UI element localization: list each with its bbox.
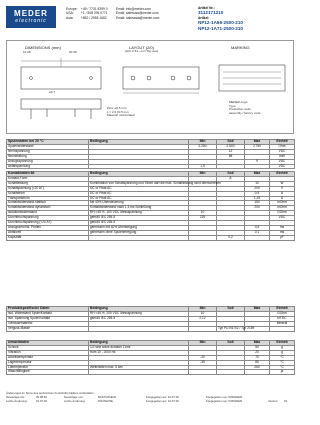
column-header: Bedingung [89,140,189,145]
table-cell: -35 [189,360,217,365]
marking-note: Production code [229,107,251,112]
table-cell: 9 [245,159,270,164]
table-cell: VDC [270,159,295,164]
column-header: Einheit [270,140,295,145]
table-row [7,326,295,331]
column-header: Soll [217,140,245,145]
contact-email-label: Email: [115,11,126,16]
column-header: Einheit [270,172,295,177]
marking-view [219,65,285,91]
column-header: Spulendaten bei 20 °C [7,140,89,145]
table-cell: mOhm [270,201,295,206]
table-cell: Kombination von Schaltspannung und Strom darf die max. Schaltleistung nicht überschreiten [90,180,221,185]
table-cell: mW [270,154,295,159]
table-cell: Kontakt-Form [7,176,89,181]
table-cell [189,370,217,375]
table-cell: °C [270,360,295,365]
table-cell: Typ PU E6702 / Typ 2159 [218,325,255,330]
table-cell: kV DC [270,316,295,321]
table-cell: Nennleistung [7,154,89,159]
table-cell [245,164,270,169]
table-cell: Anzugsspannung [7,159,89,164]
table-cell: °C [270,365,295,370]
table-cell: Isol. Spannung Spule/Kontakt [7,316,89,321]
drawing-notes [107,107,135,118]
footer-value: 09.08.99 [36,394,47,399]
table-cell [89,370,189,375]
table-cell: Transportstrom [7,196,89,201]
table-cell: ms [270,225,295,230]
note-line: Material: Gold plated [107,113,135,118]
table-cell: ms [270,230,295,235]
contact-email[interactable]: salesasia@meder.com [125,15,160,20]
table-cell: bei 40% Übersteuerung [89,201,189,206]
table-cell: 58 [217,154,245,159]
table-cell: 10 [245,181,270,186]
table-cell: 0,2 [217,235,245,240]
technical-drawing [6,40,294,134]
table-cell: VDC [270,149,295,154]
table-cell: Anzugszeit inkl. Prellen [7,225,89,230]
table-cell [245,235,270,240]
footer-label: Letzte Änderung: [64,398,86,403]
logo-subline: electronic [15,18,47,24]
footer [6,392,294,403]
table-cell: Waschfähigkeit [7,370,89,375]
column-header: Kontaktdaten 66 [7,172,89,177]
table-row [7,370,295,375]
table-cell: Durchbruchspannung (<20 AT) [7,221,89,226]
contact-block [66,7,159,20]
table-cell: W [270,181,295,186]
table-cell: Abfallzeit [7,230,89,235]
table-cell: Isol. Widerstand Spule/Kontakt [7,311,89,316]
column-header: Bedingung [89,341,189,346]
column-header: Soll [217,172,245,177]
coil-data-table [6,139,295,169]
table-cell: Schaltspannung (<20 AT) [7,186,89,191]
article-number: 3112171210 [198,10,224,16]
table-cell: g [270,345,295,350]
table-cell: A [270,196,295,201]
column-header: Max [245,307,270,312]
pcb-layout [123,67,199,93]
table-cell: °C [270,355,295,360]
table-row [7,235,295,240]
table-cell: VDC [270,216,295,221]
article-name-2: NP12-1A71-2500-210 [198,25,243,31]
table-cell [89,326,189,331]
table-cell: ja [270,370,295,375]
table-cell [245,370,270,375]
dim-b: 20.38 [69,50,77,54]
table-cell: Ohm [270,144,295,149]
footer-value: BASTIAN/ELD [98,394,117,399]
table-cell: 1,5 [189,164,217,169]
contact-email-label: Email: [115,15,126,20]
footer-label: Letzte Änderung: [6,398,28,403]
table-cell: 85 [245,360,270,365]
table-cell: 50 [245,345,270,350]
table-cell: gemessen ohne Spulenerregung [89,230,189,235]
layout-sub: pitch 2.54 - mm Top view [125,49,159,53]
table-cell: 150 [245,201,270,206]
table-cell [217,370,245,375]
table-cell: Schaltstrom [7,191,89,196]
table-cell: 70 [245,355,270,360]
table-cell: Isolationswiderstand [7,211,89,216]
contact-row-asia [66,16,159,20]
table-cell: Arbeitstemperatur [7,355,89,360]
table-cell: DC or Peak AC [89,191,189,196]
column-header: Min [189,341,217,346]
footer-value: Freigegeben am: 10.07.00 [146,398,179,403]
article-info [198,6,294,31]
table-cell: Wellenlöten max. 5 sec [89,365,189,370]
table-cell: Spulenwiderstand [7,144,89,149]
column-header: Einheit [270,341,295,346]
table-cell: 2,12 [189,316,217,321]
table-cell: pF [270,235,295,240]
table-cell [189,326,217,331]
table-cell: GOhm [270,211,295,216]
marking-notes [229,101,261,115]
relay-top-view [21,58,101,89]
contact-phone: +1 / 508 295 0771 [80,11,108,16]
column-header: Min [189,140,217,145]
column-header: Bedingung [89,307,189,312]
marking-note: MEDER-Logo [229,100,248,104]
table-cell: 2.750 [245,144,270,149]
table-row [7,164,295,169]
table-cell: Kontaktwiderstand statisch [7,201,89,206]
table-cell: -20 [189,355,217,360]
table-cell [270,326,295,331]
table-cell: gemäß IEC 255-5 [89,221,189,226]
contact-email[interactable]: salesusa@meder.com [125,11,159,16]
contact-region: Europe: [66,7,78,11]
table-cell: 200 [245,186,270,191]
table-cell: DC or Peak AC [89,186,189,191]
dimensions-label: DIMENSIONS (mm) [25,45,61,50]
version-value: 01 [284,398,288,403]
table-cell [89,164,189,169]
table-cell: gemäß IEC 255-5 [89,316,189,321]
table-cell: Durchbruchspannung [7,216,89,221]
table-cell: V [270,186,295,191]
drawing-graphic [7,41,295,135]
table-cell: 0,5 [245,225,270,230]
table-cell: 12 [217,149,245,154]
table-cell: 0,1 [245,230,270,235]
column-header: Umweltdaten [7,341,89,346]
column-header: Bedingung [89,172,189,177]
table-cell: from 10 - 2000 Hz [89,350,189,355]
table-cell: GOhm [270,311,295,316]
table-cell: Kapazität [7,235,89,240]
logo-wordmark: MEDER [14,9,48,18]
table-cell: RH <45 %, 200 VDC Messspannung [89,311,189,316]
marking-label: MARKING [231,45,250,50]
footer-value: Freigegeben am: 10.07.00 [146,394,179,399]
table-cell: Verguss-Masse [7,326,89,331]
table-cell: Gehäusematerial [7,321,89,326]
contact-region: Asia: [66,15,74,20]
version-label: Version: [268,398,279,403]
layout-label: LAYOUT (2/0) [129,45,154,50]
environment-data-table [6,340,295,375]
footer-disclaimer: Änderungen im Sinne des technischen Fortschritts bleiben vorbehalten. [6,391,95,395]
column-header: Max [245,140,270,145]
table-cell: g [270,350,295,355]
footer-value: Freigegeben von: KIRMAIER [206,394,243,399]
table-cell: Vibration [7,350,89,355]
column-header: Einheit [270,307,295,312]
table-cell: Lagertemperatur [7,360,89,365]
note-line: L = 2.0 ±0.5 mm [107,109,129,114]
table-cell: 2.500 [217,144,245,149]
column-header: Min [189,172,217,177]
table-cell: Nennspannung [7,149,89,154]
table-cell: Kontaktwiderstand nach 1,5 ms Schließung [89,206,189,211]
footer-row-modified [6,400,294,404]
table-cell: DC or Peak AC [89,196,189,201]
contact-email-label: Email: [115,7,126,11]
table-cell: 10 [189,311,217,316]
contact-phone: +49 / 7731 8399 0 [80,7,108,11]
table-cell [89,235,189,240]
table-cell: Abfallspannung [7,164,89,169]
table-cell: 260 [245,365,270,370]
footer-value: DOOSHINE [98,398,113,403]
table-cell: A [217,176,245,181]
table-cell: Kontaktwiderstand dynamisch [7,206,89,211]
dim-a: 10.28 [23,50,31,54]
footer-value: Freigegeben von: KIRMAIER [206,398,243,403]
column-header: Max [245,172,270,177]
table-cell [217,164,245,169]
column-header: Soll [217,341,245,346]
table-cell: gemäß IEC 255-5 [89,216,189,221]
footer-value: 10.07.00 [36,398,47,403]
footer-label: Neuanlage am: [6,394,25,399]
table-cell: Schock [7,345,89,350]
table-cell: 200 [245,206,270,211]
dim-c: ø0.7 [49,90,56,94]
table-cell: 2.250 [189,144,217,149]
table-cell: gemessen mit 40% Übersteigung [89,225,189,230]
table-cell: A [270,191,295,196]
marking-note: Type [229,103,236,108]
contact-data-table [6,171,295,241]
column-header: Max [245,341,270,346]
table-cell [189,235,217,240]
table-cell: 225 [189,216,217,221]
column-header: Soll [217,307,245,312]
article-label: Artikel: [198,15,210,20]
meder-logo [6,6,56,28]
table-cell: Löttemperatur [7,365,89,370]
article-name-1: NP12-1A66-2500-210 [198,20,243,25]
contact-email[interactable]: info@meder.com [125,7,151,11]
relay-side-view [21,99,101,119]
column-header: Min [189,307,217,312]
table-cell: 20 [245,350,270,355]
product-data-table [6,306,295,332]
table-cell: 1,25 [245,196,270,201]
table-cell: VDC [270,164,295,169]
table-cell: 10 [189,211,217,216]
article-number-label: Artikel Nr.: [198,6,215,10]
contact-region: USA: [66,11,74,16]
table-cell: 1/2 sine wave duration 11ms [89,345,189,350]
table-cell: mOhm [270,206,295,211]
note-line: Pins: ø0.5 mm [107,106,127,110]
footer-label: Neuanlage von: [64,394,84,399]
column-header: Produktspezifische Daten [7,307,89,312]
contact-phone: +852 / 2955 1682 [80,15,107,20]
table-cell: Schaltleistung [7,181,89,186]
marking-note: assembly / factory code [229,110,261,115]
table-cell: RH <45 %, 100 VDC Messspannung [89,211,189,216]
table-cell: 0,5 [245,191,270,196]
table-cell: Mineral [270,321,295,326]
